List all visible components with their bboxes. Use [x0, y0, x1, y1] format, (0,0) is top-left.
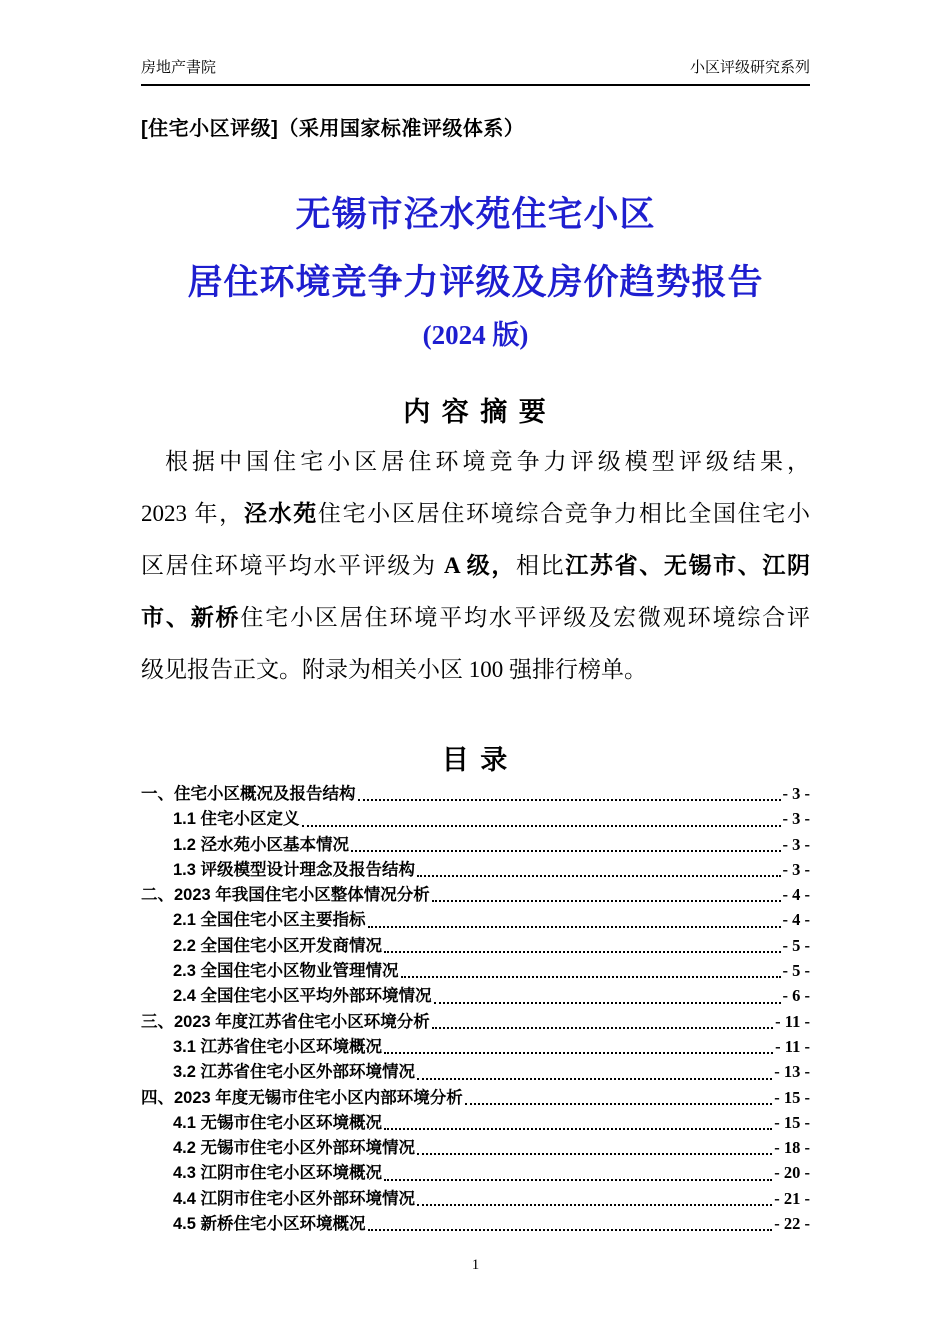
- toc-dot-leader: [351, 850, 780, 852]
- toc-row: [141, 781, 810, 806]
- summary-line: [141, 488, 810, 540]
- summary-line: [141, 540, 810, 592]
- toc-entry-label: 3.1 江苏省住宅小区环境概况: [173, 1037, 383, 1056]
- toc-dot-leader: [384, 1128, 772, 1130]
- toc-entry-page: - 3 -: [782, 784, 810, 803]
- toc-entry-label: 2.2 全国住宅小区开发商情况: [173, 936, 383, 955]
- toc-entry-page: - 11 -: [775, 1036, 810, 1056]
- report-title-block: [141, 194, 810, 352]
- summary-text-run: 住宅小区居住环境平均水平评级及宏微观环境综合评: [240, 605, 811, 630]
- toc-dot-leader: [401, 976, 781, 978]
- toc-entry-page: - 15 -: [774, 1087, 810, 1107]
- toc-row: [141, 1211, 810, 1236]
- toc-dot-leader: [417, 1078, 772, 1080]
- footer-page-number: 1: [471, 1257, 480, 1273]
- toc-dot-leader: [417, 875, 780, 877]
- summary-text-run: 级见报告正文。附录为相关小区 100 强排行榜单。: [141, 657, 647, 682]
- toc-entry-label: 2.4 全国住宅小区平均外部环境情况: [173, 987, 432, 1006]
- toc-row: [141, 1085, 810, 1110]
- toc-dot-leader: [465, 1103, 772, 1105]
- header-left-text: 房地产書院: [141, 59, 217, 76]
- toc-entry-label: 2.3 全国住宅小区物业管理情况: [173, 962, 399, 981]
- toc-entry-page: - 11 -: [775, 1011, 810, 1031]
- toc-entry-label: 3.2 江苏省住宅小区外部环境情况: [173, 1063, 416, 1082]
- toc-entry-label: 一、住宅小区概况及报告结构: [141, 785, 356, 803]
- toc-dot-leader: [417, 1204, 772, 1206]
- toc-dot-leader: [384, 951, 780, 953]
- toc-entry-label: 1.1 住宅小区定义: [173, 810, 300, 829]
- toc-entry-page: - 13 -: [774, 1062, 810, 1082]
- toc-entry-label: 4.3 江阴市住宅小区环境概况: [173, 1164, 383, 1183]
- report-edition: (2024 版): [422, 320, 529, 350]
- toc-row: [141, 983, 810, 1008]
- summary-text-run: 相比: [516, 553, 566, 578]
- summary-line: [141, 644, 810, 696]
- toc-entry-page: - 18 -: [774, 1138, 810, 1158]
- toc-row: [141, 1186, 810, 1211]
- summary-text-run: 2023 年，: [141, 501, 244, 526]
- toc-entry-page: - 3 -: [782, 834, 810, 854]
- header-right-text: 小区评级研究系列: [689, 59, 810, 76]
- toc-heading: 目 录: [441, 745, 510, 775]
- toc-row: [141, 933, 810, 958]
- toc-dot-leader: [417, 1153, 772, 1155]
- toc-dot-leader: [434, 1002, 781, 1004]
- toc-row: [141, 1009, 810, 1034]
- toc-dot-leader: [384, 1179, 772, 1181]
- toc-entry-label: 4.1 无锡市住宅小区环境概况: [173, 1113, 383, 1132]
- report-title-line1: 无锡市泾水苑住宅小区: [295, 195, 656, 234]
- toc-row: [141, 1110, 810, 1135]
- toc-dot-leader: [384, 1052, 773, 1054]
- toc-row: [141, 832, 810, 857]
- toc-row: [141, 1160, 810, 1185]
- toc-entry-label: 4.4 江阴市住宅小区外部环境情况: [173, 1189, 416, 1208]
- toc-row: [141, 882, 810, 907]
- summary-line: [141, 436, 810, 488]
- toc-entry-page: - 6 -: [782, 986, 810, 1006]
- toc-entry-page: - 3 -: [782, 859, 810, 879]
- toc-entry-page: - 5 -: [782, 935, 810, 955]
- toc-dot-leader: [368, 926, 781, 928]
- toc-list: [141, 781, 810, 1236]
- toc-entry-page: - 4 -: [782, 910, 810, 930]
- toc-row: [141, 1135, 810, 1160]
- toc-entry-page: - 22 -: [774, 1214, 810, 1234]
- toc-dot-leader: [432, 1027, 773, 1029]
- summary-text-run: A 级，: [444, 553, 517, 578]
- toc-entry-page: - 20 -: [774, 1163, 810, 1183]
- toc-row: [141, 806, 810, 831]
- report-title-line2: 居住环境竞争力评级及房价趋势报告: [187, 263, 764, 302]
- summary-text-run: 住宅小区居住环境综合竞争力相比全国住宅小: [317, 501, 811, 526]
- toc-entry-label: 三、2023 年度江苏省住宅小区环境分析: [141, 1012, 430, 1031]
- toc-entry-page: - 3 -: [782, 809, 810, 829]
- summary-text-run: 根据中国住宅小区居住环境竞争力评级模型评级结果，: [165, 449, 810, 474]
- toc-entry-page: - 4 -: [782, 885, 810, 905]
- summary-paragraph: [141, 436, 810, 696]
- toc-row: [141, 958, 810, 983]
- toc-entry-page: - 15 -: [774, 1112, 810, 1132]
- summary-text-run: 江苏省、无锡市、江阴: [565, 553, 811, 578]
- running-header: [141, 58, 810, 86]
- summary-text-run: 市、新桥: [141, 605, 241, 630]
- toc-row: [141, 857, 810, 882]
- toc-entry-label: 2.1 全国住宅小区主要指标: [173, 911, 366, 930]
- toc-row: [141, 1059, 810, 1084]
- toc-row: [141, 1034, 810, 1059]
- toc-entry-label: 4.2 无锡市住宅小区外部环境情况: [173, 1139, 416, 1158]
- toc-entry-label: 1.3 评级模型设计理念及报告结构: [173, 860, 416, 879]
- toc-entry-label: 4.5 新桥住宅小区环境概况: [173, 1215, 366, 1234]
- summary-line: [141, 592, 810, 644]
- toc-entry-page: - 21 -: [774, 1188, 810, 1208]
- toc-entry-label: 四、2023 年度无锡市住宅小区内部环境分析: [141, 1088, 463, 1107]
- toc-entry-label: 1.2 泾水苑小区基本情况: [173, 835, 350, 854]
- toc-dot-leader: [368, 1229, 773, 1231]
- toc-entry-page: - 5 -: [782, 961, 810, 981]
- toc-dot-leader: [302, 825, 781, 827]
- toc-dot-leader: [432, 900, 781, 902]
- toc-entry-label: 二、2023 年我国住宅小区整体情况分析: [141, 886, 430, 905]
- summary-text-run: 泾水苑: [243, 501, 318, 526]
- summary-text-run: 区居住环境平均水平评级为: [141, 553, 445, 578]
- section-label: [住宅小区评级]（采用国家标准评级体系）: [141, 118, 525, 140]
- summary-heading: 内 容 摘 要: [403, 397, 548, 427]
- toc-row: [141, 907, 810, 932]
- toc-dot-leader: [358, 799, 781, 801]
